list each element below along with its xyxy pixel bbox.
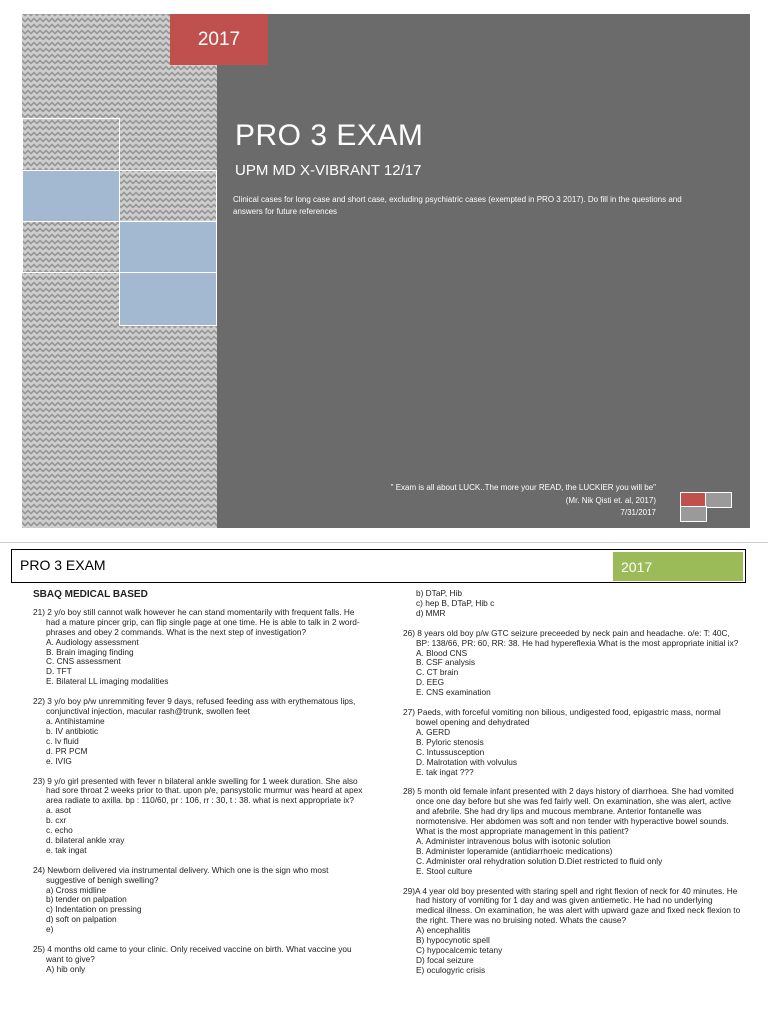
question-stem: 22) 3 y/o boy p/w unremmiting fever 9 days, refused feeding ass with erythematous lips, conjunctival injection, macular rash@trunk, swollen feet bbox=[33, 696, 356, 717]
cover-dark-panel bbox=[217, 14, 750, 528]
cover-quote-author: (Mr. Nik Qisti et. al, 2017) bbox=[565, 495, 656, 505]
answer-option: e) bbox=[46, 924, 54, 935]
answer-option: d. PR PCM bbox=[46, 745, 88, 756]
question-stem: 29)A 4 year old boy presented with staring spell and right flexion of neck for 40 minutes. He had history of vomiting for 1 day and was given antiemetic. He had no underlying medical illness. On examination, he was alert with upward gaze and fixed neck flexion to the right. There was no bruising noted. Whats the cause? bbox=[403, 885, 741, 926]
answer-option: b) DTaP, Hib bbox=[416, 588, 462, 598]
question-item bbox=[403, 629, 743, 698]
question-item bbox=[33, 945, 368, 975]
answer-option: B. CSF analysis bbox=[416, 657, 476, 668]
answer-option: E. CNS examination bbox=[416, 687, 491, 698]
answer-option: a. Antihistamine bbox=[46, 715, 105, 726]
cover-subtitle: UPM MD X-VIBRANT 12/17 bbox=[235, 162, 422, 179]
decor-tile bbox=[119, 221, 217, 273]
answer-option: D. Malrotation with volvulus bbox=[416, 756, 517, 767]
answer-option: D. EEG bbox=[416, 677, 445, 688]
answer-option: A. GERD bbox=[416, 726, 451, 737]
decor-tile bbox=[22, 170, 120, 222]
answer-option: c) hep B, DTaP, Hib c bbox=[416, 597, 495, 608]
answer-option: C. CT brain bbox=[416, 667, 459, 678]
section-title: SBAQ MEDICAL BASED bbox=[33, 589, 148, 600]
question-stem: 27) Paeds, with forceful vomiting non bilious, undigested food, epigastric mass, normal bowel opening and dehydrated bbox=[403, 707, 721, 727]
question-item bbox=[403, 787, 743, 876]
answer-option: C. Administer oral rehydration solution D.Diet restricted to fluid only bbox=[416, 855, 663, 866]
answer-option: C) hypocalcemic tetany bbox=[416, 945, 503, 955]
cover-panel bbox=[22, 14, 750, 528]
answer-option: A) hib only bbox=[46, 963, 86, 974]
answer-option: B) hypocynotic spell bbox=[416, 935, 490, 946]
answer-option: e. tak ingat bbox=[46, 844, 87, 855]
question-stem: 21) 2 y/o boy still cannot walk however he can stand momentarily with frequent falls. He had a mature pincer grip, can flip single page at one time. He is able to talk in 2 word-phrases and obey 2 commands. What is the next step of investigation? bbox=[33, 606, 360, 637]
cover-description: Clinical cases for long case and short case, excluding psychiatric cases (exempted in PRO 3 2017). Do fill in the questions and answers for future references bbox=[233, 195, 682, 216]
answer-option: C. Intussusception bbox=[416, 746, 485, 757]
answer-option: a) Cross midline bbox=[46, 884, 106, 895]
cover-date: 7/31/2017 bbox=[620, 508, 656, 517]
question-item bbox=[33, 777, 368, 856]
question-item bbox=[33, 608, 368, 687]
question-stem: 24) Newborn delivered via instrumental delivery. Which one is the sign who most suggestive of benigh swelling? bbox=[33, 864, 329, 885]
answer-option: A. Administer intravenous bolus with isotonic solution bbox=[416, 835, 611, 846]
decor-mini-grey bbox=[680, 506, 707, 522]
question-stem: 26) 8 years old boy p/w GTC seizure preceeded by neck pain and headache. o/e: T: 40C, BP: 138/66, PR: 60, RR: 38. He had hypereflexia What is the most appropriate initial ix? bbox=[403, 627, 739, 648]
header-title: PRO 3 EXAM bbox=[20, 557, 106, 573]
answer-option: b) tender on palpation bbox=[46, 894, 127, 905]
answer-option: E. tak ingat ??? bbox=[416, 766, 474, 777]
answer-option: A. Audiology assessment bbox=[46, 636, 139, 647]
answer-option: C. CNS assessment bbox=[46, 656, 121, 667]
cover-title: PRO 3 EXAM bbox=[235, 119, 424, 152]
question-item bbox=[33, 697, 368, 766]
answer-option: B. Administer loperamide (antidiarrhoeic medications) bbox=[416, 845, 613, 856]
answer-option: d) soft on palpation bbox=[46, 914, 117, 925]
answer-option: D. TFT bbox=[46, 666, 72, 677]
answer-option: d. bilateral ankle xray bbox=[46, 834, 125, 845]
answer-option: A. Blood CNS bbox=[416, 647, 468, 658]
decor-tile bbox=[22, 221, 120, 273]
question-item bbox=[403, 708, 743, 777]
answer-option: E) oculogyric crisis bbox=[416, 964, 486, 975]
answer-option: b. cxr bbox=[46, 815, 67, 826]
decor-tile bbox=[119, 272, 217, 326]
decor-tile bbox=[22, 118, 120, 171]
answer-option: b. IV antibiotic bbox=[46, 725, 99, 736]
answer-option: d) MMR bbox=[416, 607, 446, 618]
answer-option: E. Stool culture bbox=[416, 865, 473, 876]
answer-option: e. IVIG bbox=[46, 755, 72, 766]
cover-quote-block bbox=[391, 482, 656, 520]
decor-tile bbox=[119, 170, 217, 222]
left-column bbox=[33, 590, 368, 985]
question-item bbox=[403, 887, 743, 976]
question-stem: 23) 9 y/o girl presented with fever n bilateral ankle swelling for 1 week duration. She also had sore throat 2 weeks prior to that. upon p/e, pansystolic murmur was heard at apex area radiate to axilla. bp : 110/60, pr : 106, rr : 30, t : 38. what is next appropriate ix? bbox=[33, 775, 363, 806]
question-stem: 25) 4 months old came to your clinic. Only received vaccine on birth. What vaccine you want to give? bbox=[33, 944, 352, 964]
right-column bbox=[403, 589, 743, 986]
answer-option: c. echo bbox=[46, 825, 73, 836]
answer-option: E. Bilateral LL imaging modalities bbox=[46, 676, 169, 687]
cover-year-badge: 2017 bbox=[170, 14, 268, 65]
answer-option: c) Indentation on pressing bbox=[46, 904, 142, 915]
question-page bbox=[0, 542, 768, 1025]
answer-option: D) focal seizure bbox=[416, 954, 474, 965]
question-stem: 28) 5 month old female infant presented with 2 days history of diarrhoea. She had vomited once one day before but she was fed fairly well. On examination, she was alert, active and afebrile. She had dry lips and mucous membrane. Anterior fontanelle was normotensive. Her abdomen was soft and non tender with hyperactive bowel sounds. What is the most appropriate management in this patient? bbox=[403, 786, 734, 837]
page-header bbox=[11, 549, 746, 583]
header-year-badge: 2017 bbox=[613, 552, 743, 581]
answer-option: B. Brain imaging finding bbox=[46, 646, 134, 657]
question-item bbox=[33, 866, 368, 935]
answer-option: c. Iv fluid bbox=[46, 735, 79, 746]
answer-option: a. asot bbox=[46, 805, 71, 816]
cover-quote: " Exam is all about LUCK..The more your READ, the LUCKIER you will be" bbox=[390, 483, 656, 492]
answer-option: A) encephalitis bbox=[416, 925, 471, 936]
answer-option: B. Pyloric stenosis bbox=[416, 736, 484, 747]
decor-mini-grey bbox=[705, 492, 732, 508]
